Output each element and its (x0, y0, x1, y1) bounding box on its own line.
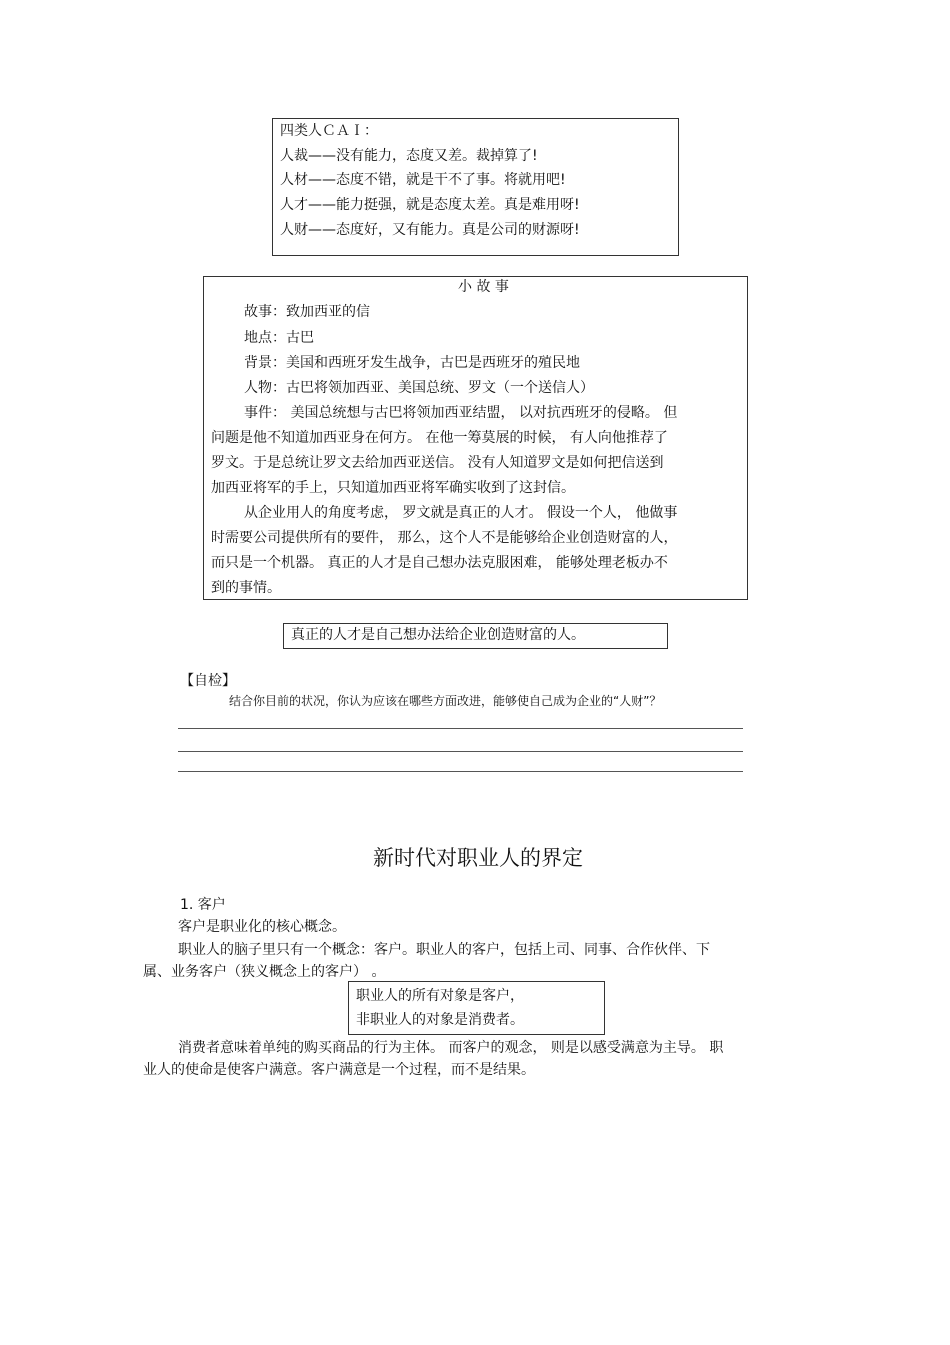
client-box-line-1: 职业人的所有对象是客户， (356, 988, 524, 1004)
story-lesson-1: 从企业用人的角度考虑， 罗文就是真正的人才。 假设一个人， 他做事 (244, 505, 678, 521)
client-box-line-2: 非职业人的对象是消费者。 (356, 1012, 524, 1028)
section-para-3-line-2: 业人的使命是使客户满意。客户满意是一个过程，而不是结果。 (143, 1062, 535, 1078)
story-event-2: 问题是他不知道加西亚身在何方。 在他一筹莫展的时候， 有人向他推荐了 (211, 430, 668, 446)
story-title: 小 故 事 (458, 279, 509, 295)
cai-heading: 四类人ＣＡＩ： (280, 123, 378, 139)
story-event-4: 加西亚将军的手上，只知道加西亚将军确实收到了这封信。 (211, 480, 575, 496)
section-subheading: 1. 客户 (180, 897, 226, 913)
story-people: 人物：古巴将领加西亚、美国总统、罗文（一个送信人） (244, 380, 594, 396)
section-para-2-line-2: 属、业务客户（狭义概念上的客户） 。 (143, 964, 386, 980)
section-para-3-line-1: 消费者意味着单纯的购买商品的行为主体。 而客户的观念， 则是以感受满意为主导。 职 (178, 1040, 724, 1056)
story-event-3: 罗文。于是总统让罗文去给加西亚送信。 没有人知道罗文是如何把信送到 (211, 455, 664, 471)
section-para-2-line-1: 职业人的脑子里只有一个概念：客户。职业人的客户，包括上司、同事、合作伙伴、下 (178, 942, 710, 958)
cai-line-2: 人材——态度不错，就是干不了事。将就用吧! (280, 172, 566, 188)
cai-line-1: 人裁——没有能力，态度又差。裁掉算了! (280, 148, 538, 164)
answer-line-1[interactable] (178, 728, 743, 729)
story-event-1: 事件： 美国总统想与古巴将领加西亚结盟， 以对抗西班牙的侵略。 但 (244, 405, 678, 421)
cai-line-4: 人财——态度好，又有能力。真是公司的财源呀! (280, 222, 580, 238)
cai-line-3: 人才——能力挺强，就是态度太差。真是难用呀! (280, 197, 580, 213)
section-para-1: 客户是职业化的核心概念。 (178, 919, 346, 935)
story-background: 背景：美国和西班牙发生战争，古巴是西班牙的殖民地 (244, 355, 580, 371)
self-check-label: 【自检】 (180, 673, 236, 689)
answer-line-2[interactable] (178, 751, 743, 752)
self-check-question: 结合你目前的状况，你认为应该在哪些方面改进，能够使自己成为企业的“人财”？ (229, 694, 662, 708)
story-name: 故事：致加西亚的信 (244, 304, 370, 320)
story-lesson-2: 时需要公司提供所有的要件， 那么，这个人不是能够给企业创造财富的人， (211, 530, 678, 546)
story-place: 地点：古巴 (244, 330, 314, 346)
section-title: 新时代对职业人的界定 (373, 846, 583, 870)
story-lesson-4: 到的事情。 (211, 580, 281, 596)
summary-text: 真正的人才是自己想办法给企业创造财富的人。 (291, 627, 585, 643)
story-lesson-3: 而只是一个机器。 真正的人才是自己想办法克服困难， 能够处理老板办不 (211, 555, 668, 571)
answer-line-3[interactable] (178, 771, 743, 772)
